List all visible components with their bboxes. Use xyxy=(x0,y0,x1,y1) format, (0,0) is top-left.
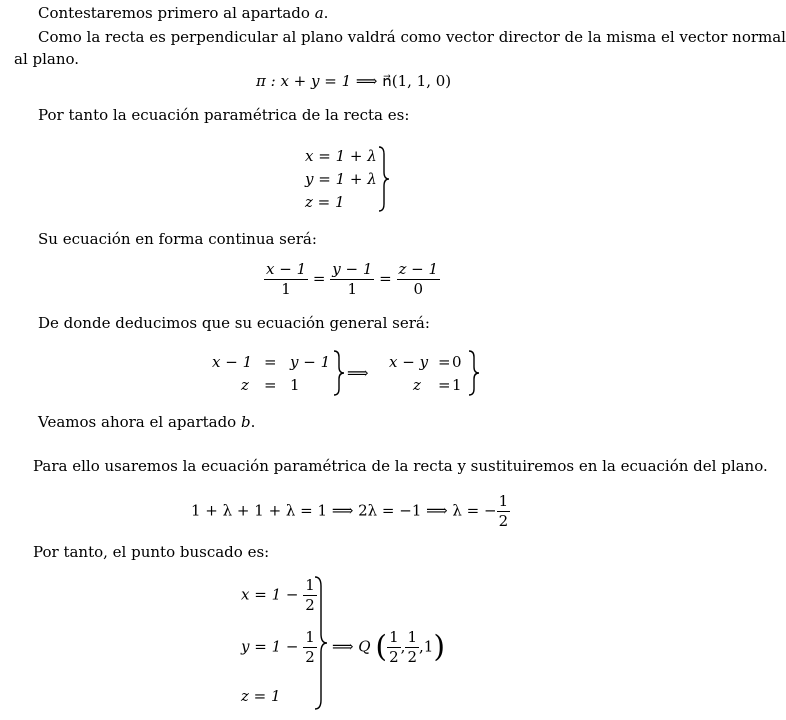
point-name: Q xyxy=(358,637,371,656)
general-left-row-2-b: 1 xyxy=(290,376,300,394)
general-right-row-1-b: 0 xyxy=(452,353,462,371)
part-b-period: . xyxy=(250,413,256,431)
punto-y-fraction: $\frac{1}{2}$ xyxy=(305,628,315,666)
general-right-row-2-b: 1 xyxy=(452,376,462,394)
punto-x-fraction: $\frac{1}{2}$ xyxy=(305,576,315,614)
intro-line-2: Como la recta es perpendicular al plano valdrá como vector director de la misma el vector normal xyxy=(38,28,786,46)
continua-equation xyxy=(264,262,440,297)
right-brace-general-left xyxy=(332,350,346,396)
general-right-row-2-op: = xyxy=(438,376,451,394)
param-eq-y: y = 1 + λ xyxy=(305,170,377,188)
general-left-row-1-a: x − 1 xyxy=(212,353,253,371)
param-intro: Por tanto la ecuación paramétrica de la recta es: xyxy=(38,106,410,124)
fraction-z: $\frac{z - 1}{0}$ xyxy=(398,260,439,298)
general-left-row-1-op: = xyxy=(264,353,277,371)
part-b-text: Veamos ahora el apartado xyxy=(38,413,241,431)
intro-period: . xyxy=(323,4,329,22)
punto-intro: Por tanto, el punto buscado es: xyxy=(33,543,270,561)
right-brace-param xyxy=(377,146,391,212)
normal-vector: n⃗(1, 1, 0) xyxy=(382,72,452,90)
param-eq-z: z = 1 xyxy=(305,193,345,211)
sust-intro: Para ello usaremos la ecuación paramétrica de la recta y sustituiremos en la ecuación del plano. xyxy=(33,457,768,475)
punto-result: ⟹ Q ( $\frac{1}{2}$ , $\frac{1}{2}$ ,1) xyxy=(332,628,446,666)
general-right-row-2-a: z xyxy=(413,376,421,394)
equals-sign: = xyxy=(312,269,326,288)
general-left-row-1-b: y − 1 xyxy=(290,353,331,371)
intro-line-3: al plano. xyxy=(14,50,80,68)
continua-intro: Su ecuación en forma continua será: xyxy=(38,230,317,248)
plane-equation xyxy=(256,74,451,89)
plane-lhs: π : x + y = 1 xyxy=(256,72,352,90)
lambda-fraction: $\frac{1}{2}$ xyxy=(498,492,509,530)
q-coord-1: $\frac{1}{2}$ xyxy=(389,628,399,666)
intro-line-1 xyxy=(38,6,328,21)
general-right-row-1-op: = xyxy=(438,353,451,371)
left-paren: ( xyxy=(375,629,388,665)
general-right-row-1-a: x − y xyxy=(389,353,429,371)
punto-implies-arrow: ⟹ xyxy=(332,637,354,656)
right-paren: ) xyxy=(433,629,446,665)
punto-eq-x: x = 1 − $\frac{1}{2}$ xyxy=(241,576,315,614)
param-eq-x: x = 1 + λ xyxy=(305,147,377,165)
right-brace-general-right xyxy=(467,350,481,396)
intro-text: Contestaremos primero al apartado xyxy=(38,4,315,22)
punto-eq-y: y = 1 − $\frac{1}{2}$ xyxy=(241,628,315,666)
punto-eq-z: z = 1 xyxy=(241,687,281,705)
equals-sign: = xyxy=(379,269,392,288)
general-implies-arrow: ⟹ xyxy=(347,364,369,382)
right-brace-punto xyxy=(313,576,329,710)
fraction-y: $\frac{y - 1}{1}$ xyxy=(332,260,373,298)
lambda-eq-text: 1 + λ + 1 + λ = 1 ⟹ 2λ = −1 ⟹ λ = − xyxy=(191,501,497,520)
apartado-b-var: b xyxy=(240,413,251,431)
general-left-row-2-a: z xyxy=(241,376,249,394)
general-intro: De donde deducimos que su ecuación general será: xyxy=(38,314,430,332)
q-coord-3: 1 xyxy=(423,637,434,656)
apartado-a-var: a xyxy=(314,4,324,22)
part-b-line xyxy=(38,415,255,430)
lambda-equation xyxy=(191,494,510,529)
q-coord-2: $\frac{1}{2}$ xyxy=(407,628,417,666)
implies-arrow: ⟹ xyxy=(355,72,378,90)
general-left-row-2-op: = xyxy=(264,376,277,394)
fraction-x: $\frac{x - 1}{1}$ xyxy=(266,260,307,298)
